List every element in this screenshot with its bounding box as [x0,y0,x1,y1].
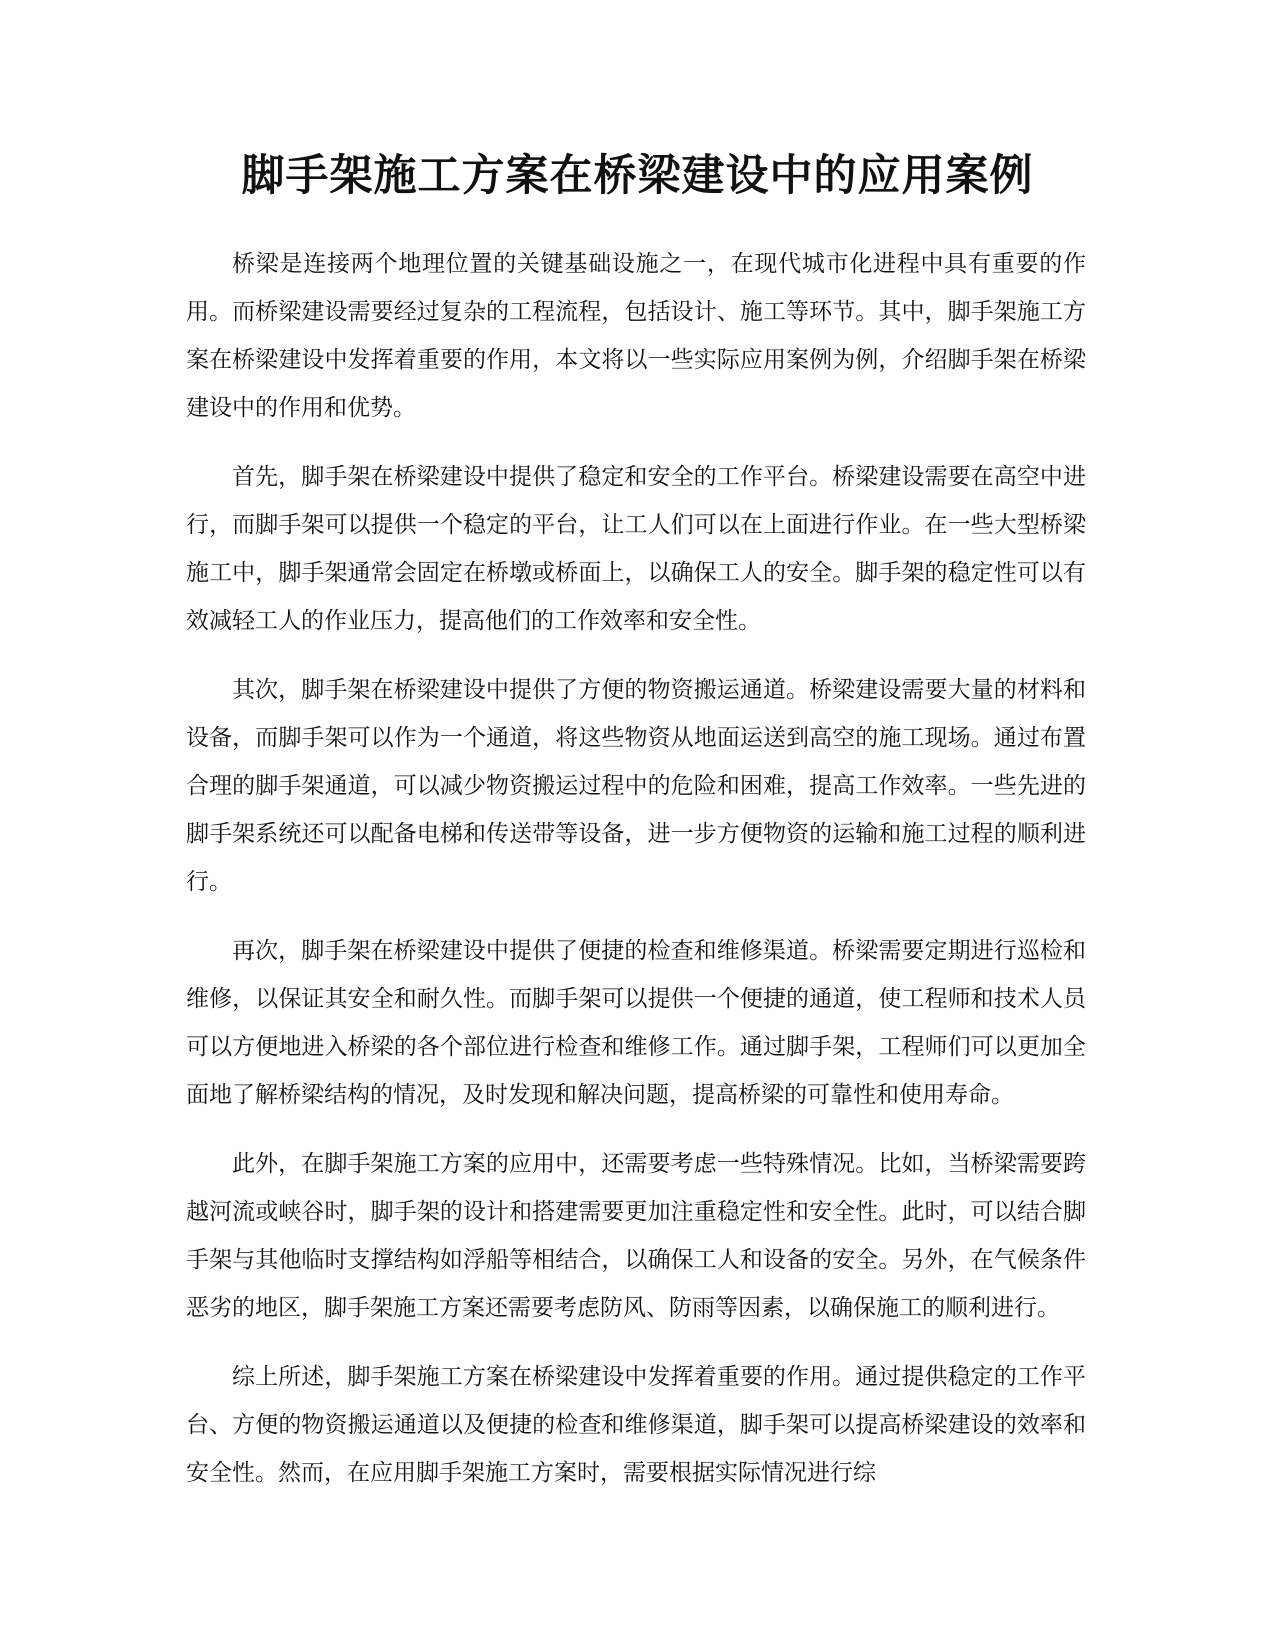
paragraph-summary: 综上所述，脚手架施工方案在桥梁建设中发挥着重要的作用。通过提供稳定的工作平台、方便的物资搬运通道以及便捷的检查和维修渠道，脚手架可以提高桥梁建设的效率和安全性。然而，在应用脚手架施工方案时，需要根据实际情况进行综 [186,1364,1086,1486]
paragraph-material-transport: 其次，脚手架在桥梁建设中提供了方便的物资搬运通道。桥梁建设需要大量的材料和设备，而脚手架可以作为一个通道，将这些物资从地面运送到高空的施工现场。通过布置合理的脚手架通道，可以减少物资搬运过程中的危险和困难，提高工作效率。一些先进的脚手架系统还可以配备电梯和传送带等设备，进一步方便物资的运输和施工过程的顺利进行。 [186,677,1086,895]
paragraph-intro: 桥梁是连接两个地理位置的关键基础设施之一，在现代城市化进程中具有重要的作用。而桥梁建设需要经过复杂的工程流程，包括设计、施工等环节。其中，脚手架施工方案在桥梁建设中发挥着重要的作用，本文将以一些实际应用案例为例，介绍脚手架在桥梁建设中的作用和优势。 [186,251,1086,421]
document-title: 脚手架施工方案在桥梁建设中的应用案例 [241,151,1034,201]
document-body [186,240,1086,1518]
paragraph-inspection-maintenance: 再次，脚手架在桥梁建设中提供了便捷的检查和维修渠道。桥梁需要定期进行巡检和维修，以保证其安全和耐久性。而脚手架可以提供一个便捷的通道，使工程师和技术人员可以方便地进入桥梁的各个部位进行检查和维修工作。通过脚手架，工程师们可以更加全面地了解桥梁结构的情况，及时发现和解决问题，提高桥梁的可靠性和使用寿命。 [186,938,1086,1108]
paragraph-work-platform: 首先，脚手架在桥梁建设中提供了稳定和安全的工作平台。桥梁建设需要在高空中进行，而脚手架可以提供一个稳定的平台，让工人们可以在上面进行作业。在一些大型桥梁施工中，脚手架通常会固定在桥墩或桥面上，以确保工人的安全。脚手架的稳定性可以有效减轻工人的作业压力，提高他们的工作效率和安全性。 [186,464,1086,634]
paragraph-special-cases: 此外，在脚手架施工方案的应用中，还需要考虑一些特殊情况。比如，当桥梁需要跨越河流或峡谷时，脚手架的设计和搭建需要更加注重稳定性和安全性。此时，可以结合脚手架与其他临时支撑结构如浮船等相结合，以确保工人和设备的安全。另外，在气候条件恶劣的地区，脚手架施工方案还需要考虑防风、防雨等因素，以确保施工的顺利进行。 [186,1151,1086,1321]
